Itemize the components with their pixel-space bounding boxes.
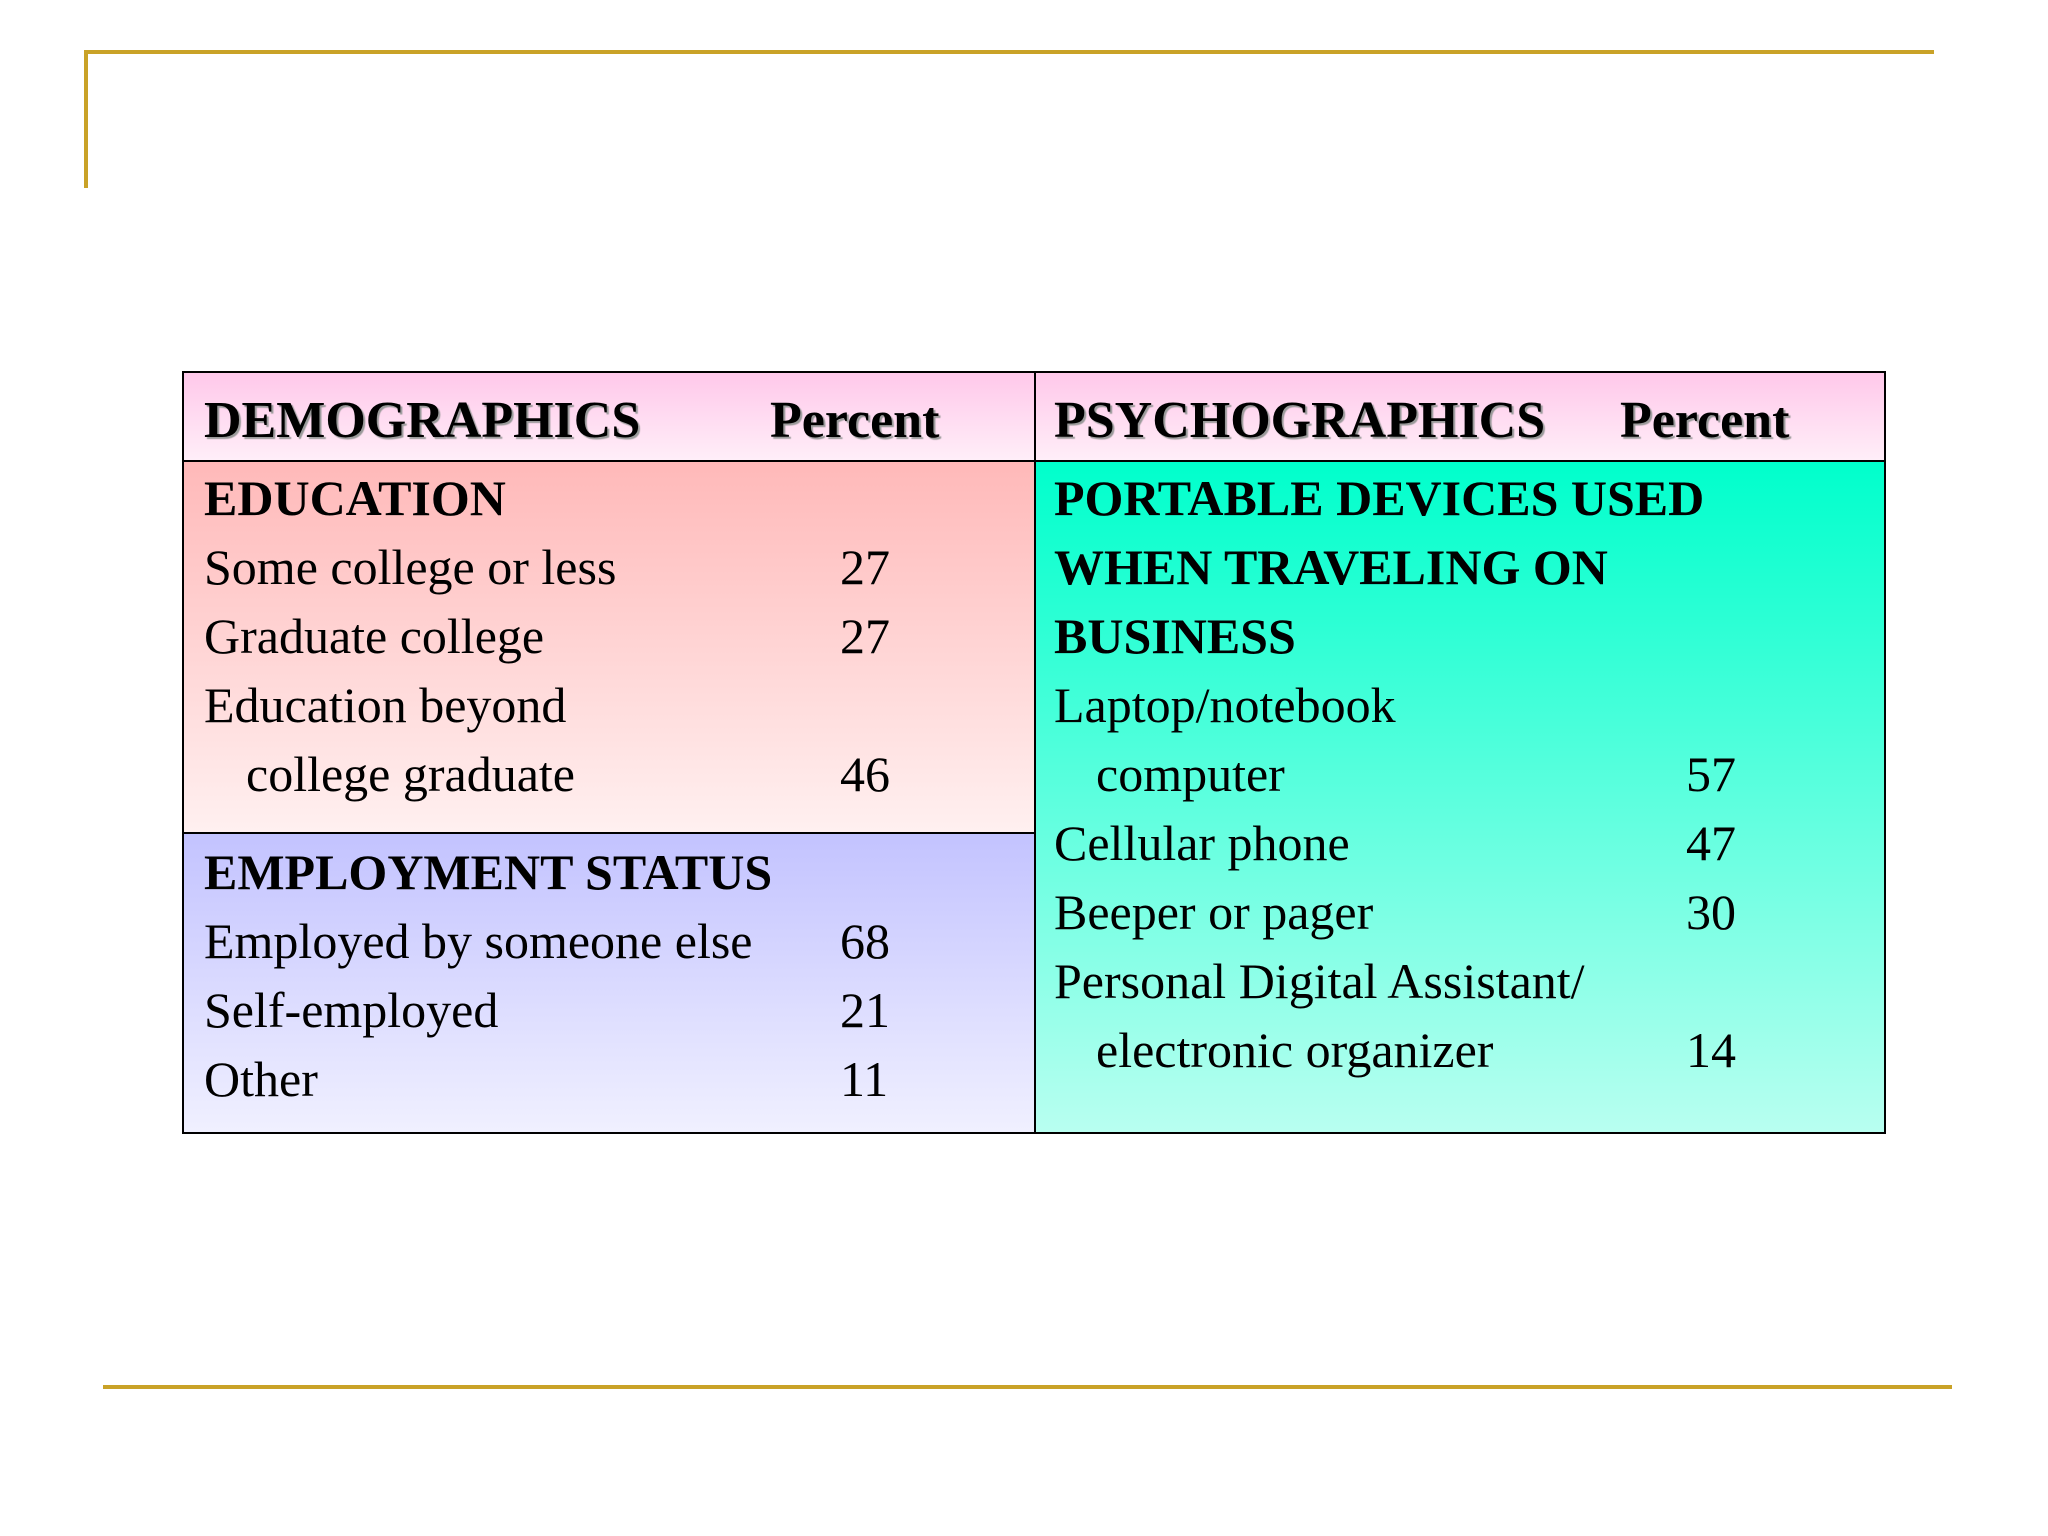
device-row-value: 14: [1686, 1022, 1736, 1078]
education-row-value: 27: [840, 539, 890, 595]
device-row-label: Laptop/notebook: [1054, 677, 1396, 733]
demographics-percent-header: Percent: [770, 392, 940, 449]
device-row-label: Beeper or pager: [1054, 884, 1374, 940]
employment-row-label: Self-employed: [204, 982, 499, 1038]
education-row-label: Some college or less: [204, 539, 617, 595]
education-row-value: 46: [840, 746, 890, 802]
bottom-rule: [103, 1385, 1952, 1389]
devices-title-line: BUSINESS: [1054, 608, 1296, 664]
psychographics-title: PSYCHOGRAPHICS: [1054, 392, 1546, 449]
top-left-rule: [84, 50, 88, 188]
employment-section: [184, 834, 1036, 1132]
device-row-label: Personal Digital Assistant/: [1054, 953, 1585, 1009]
employment-row-value: 21: [840, 982, 890, 1038]
employment-row-value: 11: [840, 1051, 889, 1107]
employment-row-label: Employed by someone else: [204, 913, 753, 969]
devices-title-line: PORTABLE DEVICES USED: [1054, 470, 1705, 526]
devices-title-line: WHEN TRAVELING ON: [1054, 539, 1608, 595]
education-row-label-cont: college graduate: [246, 746, 575, 802]
psychographics-header: [1036, 373, 1884, 462]
demographics-header: [184, 373, 1036, 462]
education-row-label: Graduate college: [204, 608, 545, 664]
employment-row-value: 68: [840, 913, 890, 969]
psychographics-section: [1036, 462, 1884, 1132]
education-section: [184, 462, 1036, 834]
device-row-label-cont: electronic organizer: [1096, 1022, 1494, 1078]
top-rule: [84, 50, 1934, 54]
device-row-label-cont: computer: [1096, 746, 1285, 802]
device-row-value: 57: [1686, 746, 1736, 802]
device-row-value: 47: [1686, 815, 1736, 871]
education-title: EDUCATION: [204, 470, 506, 526]
psychographics-percent-header: Percent: [1620, 392, 1790, 449]
employment-title: EMPLOYMENT STATUS: [204, 844, 773, 900]
device-row-value: 30: [1686, 884, 1736, 940]
education-row-value: 27: [840, 608, 890, 664]
device-row-label: Cellular phone: [1054, 815, 1350, 871]
profile-table: [182, 371, 1886, 1134]
education-row-label: Education beyond: [204, 677, 567, 733]
employment-row-label: Other: [204, 1051, 318, 1107]
demographics-title: DEMOGRAPHICS: [204, 392, 641, 449]
